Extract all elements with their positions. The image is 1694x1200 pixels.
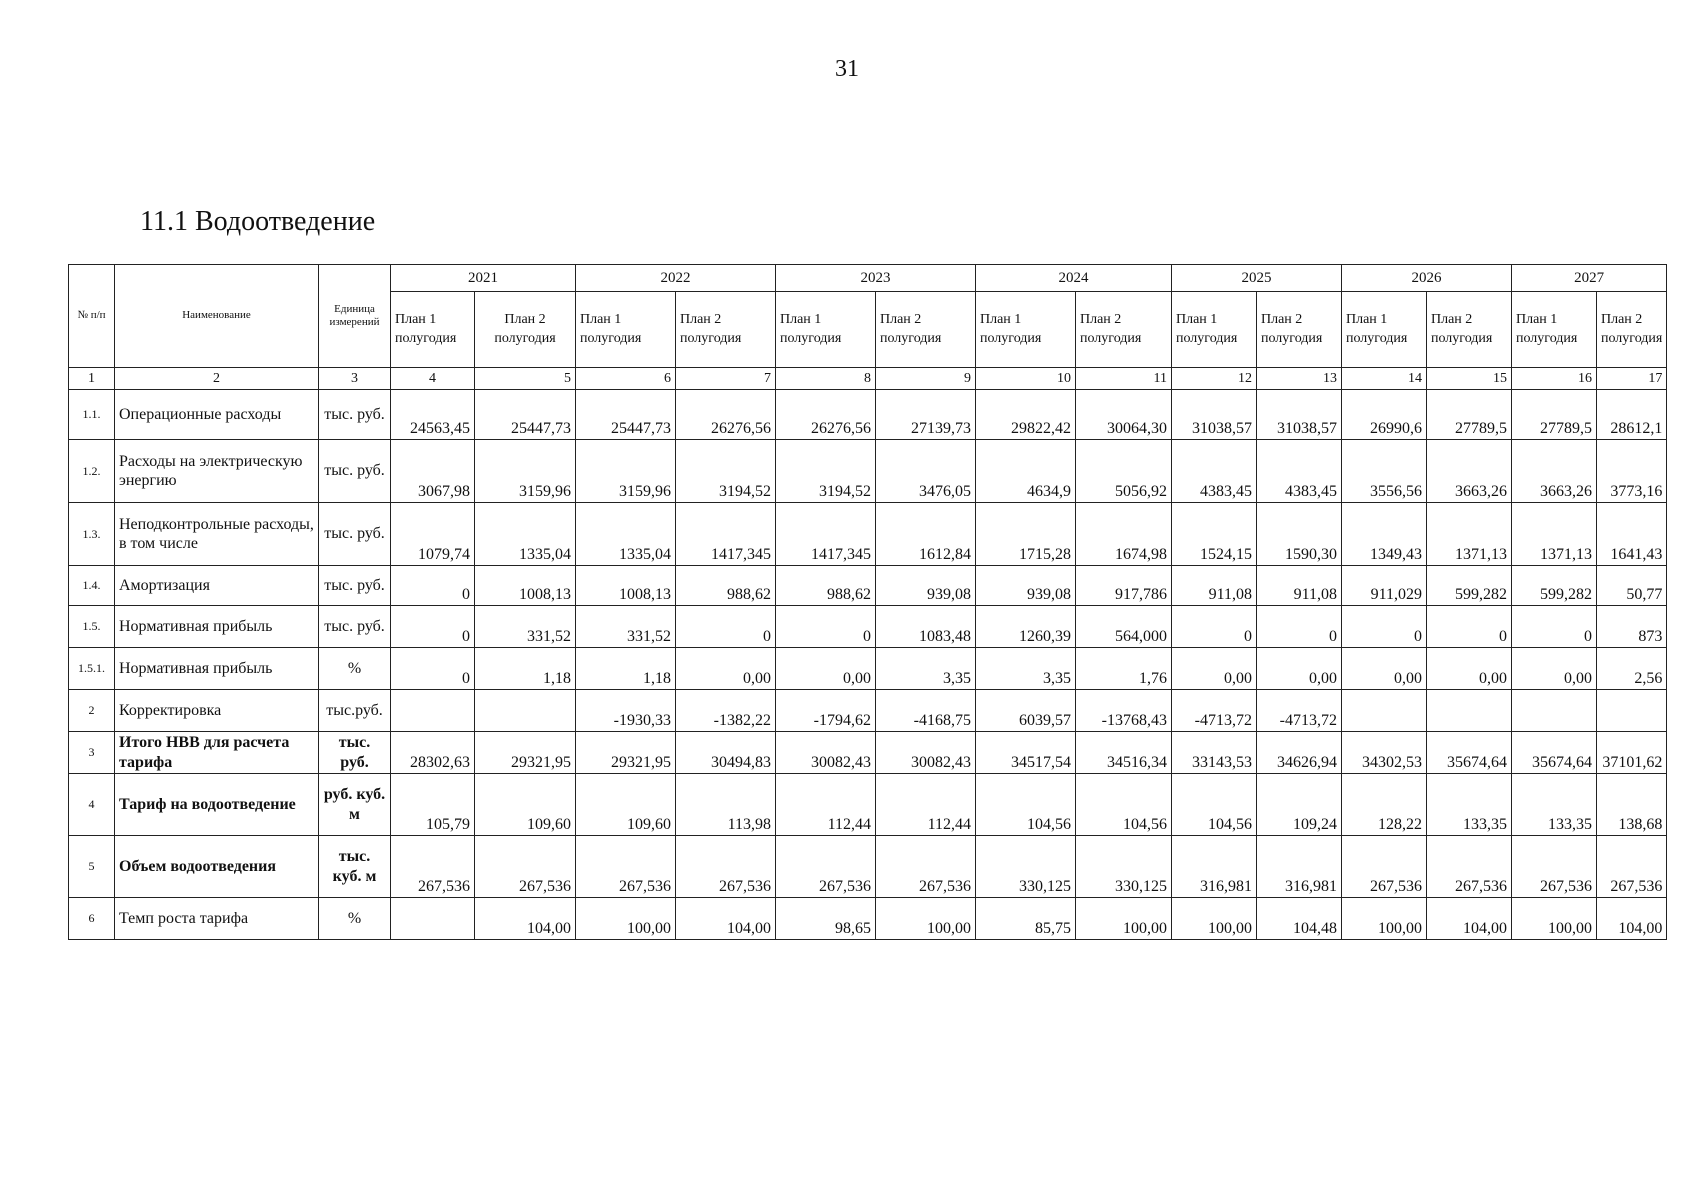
value-cell: 104,56 [1172, 774, 1257, 836]
row-unit: тыс. руб. [319, 390, 391, 440]
value-cell: -13768,43 [1076, 690, 1172, 732]
row-name: Корректировка [115, 690, 319, 732]
header-year: 2024 [976, 265, 1172, 292]
value-cell: 0,00 [1427, 648, 1512, 690]
row-number: 6 [69, 898, 115, 940]
header-year: 2025 [1172, 265, 1342, 292]
value-cell: 267,536 [475, 836, 576, 898]
value-cell: 3663,26 [1427, 440, 1512, 503]
row-unit: тыс. руб. [319, 732, 391, 774]
row-number: 1.3. [69, 503, 115, 566]
value-cell: 28302,63 [391, 732, 475, 774]
header-period: План 1 полугодия [776, 292, 876, 368]
value-cell: -4168,75 [876, 690, 976, 732]
header-unit: Единица измерений [319, 265, 391, 368]
column-number: 9 [876, 368, 976, 390]
value-cell: 0 [1342, 606, 1427, 648]
section-title: 11.1 Водоотведение [140, 206, 376, 237]
value-cell: 0,00 [776, 648, 876, 690]
value-cell: 25447,73 [576, 390, 676, 440]
value-cell: 3476,05 [876, 440, 976, 503]
value-cell: 911,08 [1257, 566, 1342, 606]
row-number: 4 [69, 774, 115, 836]
value-cell: 1715,28 [976, 503, 1076, 566]
value-cell: 104,00 [475, 898, 576, 940]
value-cell: 100,00 [1342, 898, 1427, 940]
value-cell: 1083,48 [876, 606, 976, 648]
column-number: 4 [391, 368, 475, 390]
value-cell [1512, 690, 1597, 732]
row-unit: тыс. руб. [319, 566, 391, 606]
value-cell: 0,00 [676, 648, 776, 690]
value-cell: 4383,45 [1257, 440, 1342, 503]
value-cell: 100,00 [876, 898, 976, 940]
tariff-table [68, 264, 1667, 940]
value-cell: 133,35 [1512, 774, 1597, 836]
row-unit: тыс.руб. [319, 690, 391, 732]
value-cell: 34516,34 [1076, 732, 1172, 774]
value-cell: 3,35 [976, 648, 1076, 690]
value-cell: 3159,96 [576, 440, 676, 503]
value-cell: 27789,5 [1427, 390, 1512, 440]
value-cell: 104,48 [1257, 898, 1342, 940]
row-unit: тыс. руб. [319, 606, 391, 648]
header-period: План 1 полугодия [1172, 292, 1257, 368]
value-cell: 911,08 [1172, 566, 1257, 606]
value-cell: 1590,30 [1257, 503, 1342, 566]
page-number: 31 [835, 56, 859, 82]
column-number: 2 [115, 368, 319, 390]
value-cell: 33143,53 [1172, 732, 1257, 774]
value-cell: 0 [391, 606, 475, 648]
value-cell: 0 [1257, 606, 1342, 648]
value-cell: 98,65 [776, 898, 876, 940]
value-cell: 1371,13 [1427, 503, 1512, 566]
header-period: План 2 полугодия [676, 292, 776, 368]
table-body [69, 390, 1667, 940]
header-year: 2021 [391, 265, 576, 292]
row-number: 3 [69, 732, 115, 774]
value-cell: 1335,04 [576, 503, 676, 566]
column-number: 13 [1257, 368, 1342, 390]
table-row [69, 690, 1667, 732]
header-period: План 2 полугодия [1257, 292, 1342, 368]
row-name: Амортизация [115, 566, 319, 606]
value-cell: 104,00 [676, 898, 776, 940]
row-name: Расходы на электрическую энергию [115, 440, 319, 503]
value-cell: 6039,57 [976, 690, 1076, 732]
table-row [69, 648, 1667, 690]
value-cell: 105,79 [391, 774, 475, 836]
value-cell: 0 [391, 566, 475, 606]
value-cell: 34626,94 [1257, 732, 1342, 774]
value-cell: 112,44 [876, 774, 976, 836]
column-number: 6 [576, 368, 676, 390]
table-row [69, 606, 1667, 648]
value-cell: 109,60 [475, 774, 576, 836]
row-number: 1.1. [69, 390, 115, 440]
value-cell: 113,98 [676, 774, 776, 836]
value-cell: 104,56 [976, 774, 1076, 836]
value-cell: 3194,52 [676, 440, 776, 503]
row-number: 1.2. [69, 440, 115, 503]
value-cell: 100,00 [1076, 898, 1172, 940]
value-cell: 28612,1 [1597, 390, 1667, 440]
header-num: № п/п [69, 265, 115, 368]
value-cell: 267,536 [1597, 836, 1667, 898]
value-cell: 30064,30 [1076, 390, 1172, 440]
value-cell: 267,536 [776, 836, 876, 898]
value-cell: 1641,43 [1597, 503, 1667, 566]
row-unit: тыс. руб. [319, 440, 391, 503]
value-cell: 3159,96 [475, 440, 576, 503]
value-cell: 0 [1427, 606, 1512, 648]
value-cell [1597, 690, 1667, 732]
value-cell: 267,536 [1342, 836, 1427, 898]
value-cell: 112,44 [776, 774, 876, 836]
row-name: Неподконтрольные расходы, в том числе [115, 503, 319, 566]
value-cell: 3067,98 [391, 440, 475, 503]
value-cell: 25447,73 [475, 390, 576, 440]
value-cell: 3194,52 [776, 440, 876, 503]
value-cell: 267,536 [1512, 836, 1597, 898]
value-cell: -4713,72 [1257, 690, 1342, 732]
value-cell [391, 690, 475, 732]
header-year: 2023 [776, 265, 976, 292]
column-number: 7 [676, 368, 776, 390]
value-cell: 564,000 [1076, 606, 1172, 648]
value-cell: 1349,43 [1342, 503, 1427, 566]
row-name: Итого НВВ для расчета тарифа [115, 732, 319, 774]
header-years-row [69, 265, 1667, 292]
value-cell: 50,77 [1597, 566, 1667, 606]
column-number: 16 [1512, 368, 1597, 390]
value-cell: 31038,57 [1257, 390, 1342, 440]
column-number: 11 [1076, 368, 1172, 390]
value-cell: 1079,74 [391, 503, 475, 566]
value-cell: -1382,22 [676, 690, 776, 732]
value-cell: 267,536 [1427, 836, 1512, 898]
table-row [69, 774, 1667, 836]
column-number: 8 [776, 368, 876, 390]
value-cell: 31038,57 [1172, 390, 1257, 440]
value-cell: -4713,72 [1172, 690, 1257, 732]
column-number: 17 [1597, 368, 1667, 390]
value-cell: 330,125 [1076, 836, 1172, 898]
value-cell: 939,08 [976, 566, 1076, 606]
value-cell: 30494,83 [676, 732, 776, 774]
row-number: 1.4. [69, 566, 115, 606]
column-number: 1 [69, 368, 115, 390]
value-cell: 109,24 [1257, 774, 1342, 836]
value-cell: 104,00 [1427, 898, 1512, 940]
header-period: План 2 полугодия [1427, 292, 1512, 368]
value-cell: 138,68 [1597, 774, 1667, 836]
value-cell: 26990,6 [1342, 390, 1427, 440]
value-cell: 29822,42 [976, 390, 1076, 440]
value-cell: 1,18 [475, 648, 576, 690]
value-cell: 30082,43 [876, 732, 976, 774]
value-cell: 3663,26 [1512, 440, 1597, 503]
value-cell: 0 [676, 606, 776, 648]
value-cell: 267,536 [876, 836, 976, 898]
value-cell: 37101,62 [1597, 732, 1667, 774]
value-cell: 939,08 [876, 566, 976, 606]
row-number: 1.5.1. [69, 648, 115, 690]
header-year: 2026 [1342, 265, 1512, 292]
table-row [69, 390, 1667, 440]
row-name: Операционные расходы [115, 390, 319, 440]
value-cell: 0 [391, 648, 475, 690]
value-cell: 100,00 [1512, 898, 1597, 940]
column-number: 3 [319, 368, 391, 390]
value-cell: 29321,95 [576, 732, 676, 774]
header-period: План 1 полугодия [576, 292, 676, 368]
value-cell: 128,22 [1342, 774, 1427, 836]
table-row [69, 898, 1667, 940]
value-cell: 0,00 [1342, 648, 1427, 690]
column-numbers-row [69, 368, 1667, 390]
value-cell: 1612,84 [876, 503, 976, 566]
value-cell: 1008,13 [475, 566, 576, 606]
value-cell: 316,981 [1172, 836, 1257, 898]
row-name: Нормативная прибыль [115, 606, 319, 648]
value-cell: 599,282 [1512, 566, 1597, 606]
header-period: План 2 полугодия [475, 292, 576, 368]
value-cell: 911,029 [1342, 566, 1427, 606]
value-cell: -1794,62 [776, 690, 876, 732]
value-cell: 2,56 [1597, 648, 1667, 690]
row-number: 5 [69, 836, 115, 898]
value-cell: 0 [1172, 606, 1257, 648]
value-cell [475, 690, 576, 732]
value-cell [391, 898, 475, 940]
value-cell: 267,536 [576, 836, 676, 898]
value-cell: 1,76 [1076, 648, 1172, 690]
header-period: План 2 полугодия [1076, 292, 1172, 368]
value-cell: 1674,98 [1076, 503, 1172, 566]
table-row [69, 732, 1667, 774]
header-year: 2022 [576, 265, 776, 292]
table-row [69, 440, 1667, 503]
value-cell: 267,536 [391, 836, 475, 898]
value-cell: 1260,39 [976, 606, 1076, 648]
value-cell: 0,00 [1172, 648, 1257, 690]
row-number: 2 [69, 690, 115, 732]
value-cell: 35674,64 [1512, 732, 1597, 774]
row-unit: тыс. куб. м [319, 836, 391, 898]
header-period: План 2 полугодия [876, 292, 976, 368]
value-cell: 104,00 [1597, 898, 1667, 940]
value-cell: 27789,5 [1512, 390, 1597, 440]
value-cell: 0 [1512, 606, 1597, 648]
header-period: План 1 полугодия [1512, 292, 1597, 368]
value-cell: 1,18 [576, 648, 676, 690]
value-cell: 35674,64 [1427, 732, 1512, 774]
column-number: 10 [976, 368, 1076, 390]
value-cell: 109,60 [576, 774, 676, 836]
row-name: Тариф на водоотведение [115, 774, 319, 836]
column-number: 14 [1342, 368, 1427, 390]
value-cell: 1008,13 [576, 566, 676, 606]
value-cell: -1930,33 [576, 690, 676, 732]
header-period: План 1 полугодия [976, 292, 1076, 368]
value-cell: 4634,9 [976, 440, 1076, 503]
column-number: 5 [475, 368, 576, 390]
value-cell: 1335,04 [475, 503, 576, 566]
value-cell: 30082,43 [776, 732, 876, 774]
value-cell [1427, 690, 1512, 732]
row-unit: % [319, 898, 391, 940]
value-cell: 34302,53 [1342, 732, 1427, 774]
value-cell: 26276,56 [776, 390, 876, 440]
value-cell: 4383,45 [1172, 440, 1257, 503]
value-cell: 100,00 [576, 898, 676, 940]
row-number: 1.5. [69, 606, 115, 648]
value-cell: 988,62 [776, 566, 876, 606]
value-cell: 3556,56 [1342, 440, 1427, 503]
value-cell: 0 [776, 606, 876, 648]
value-cell: 85,75 [976, 898, 1076, 940]
value-cell [1342, 690, 1427, 732]
value-cell: 104,56 [1076, 774, 1172, 836]
header-name: Наименование [115, 265, 319, 368]
value-cell: 133,35 [1427, 774, 1512, 836]
value-cell: 29321,95 [475, 732, 576, 774]
value-cell: 331,52 [576, 606, 676, 648]
header-period: План 1 полугодия [391, 292, 475, 368]
value-cell: 267,536 [676, 836, 776, 898]
value-cell: 34517,54 [976, 732, 1076, 774]
value-cell: 1371,13 [1512, 503, 1597, 566]
row-unit: % [319, 648, 391, 690]
value-cell: 0,00 [1512, 648, 1597, 690]
value-cell: 5056,92 [1076, 440, 1172, 503]
value-cell: 26276,56 [676, 390, 776, 440]
table-row [69, 566, 1667, 606]
value-cell: 3773,16 [1597, 440, 1667, 503]
table-row [69, 836, 1667, 898]
value-cell: 1524,15 [1172, 503, 1257, 566]
header-year: 2027 [1512, 265, 1667, 292]
table-row [69, 503, 1667, 566]
value-cell: 599,282 [1427, 566, 1512, 606]
value-cell: 330,125 [976, 836, 1076, 898]
row-name: Нормативная прибыль [115, 648, 319, 690]
value-cell: 0,00 [1257, 648, 1342, 690]
value-cell: 917,786 [1076, 566, 1172, 606]
row-name: Объем водоотведения [115, 836, 319, 898]
value-cell: 24563,45 [391, 390, 475, 440]
value-cell: 988,62 [676, 566, 776, 606]
header-period: План 2 полугодия [1597, 292, 1667, 368]
header-period: План 1 полугодия [1342, 292, 1427, 368]
row-unit: тыс. руб. [319, 503, 391, 566]
column-number: 15 [1427, 368, 1512, 390]
value-cell: 331,52 [475, 606, 576, 648]
row-unit: руб. куб. м [319, 774, 391, 836]
value-cell: 1417,345 [776, 503, 876, 566]
row-name: Темп роста тарифа [115, 898, 319, 940]
value-cell: 3,35 [876, 648, 976, 690]
value-cell: 27139,73 [876, 390, 976, 440]
column-number: 12 [1172, 368, 1257, 390]
value-cell: 1417,345 [676, 503, 776, 566]
value-cell: 316,981 [1257, 836, 1342, 898]
value-cell: 100,00 [1172, 898, 1257, 940]
value-cell: 873 [1597, 606, 1667, 648]
